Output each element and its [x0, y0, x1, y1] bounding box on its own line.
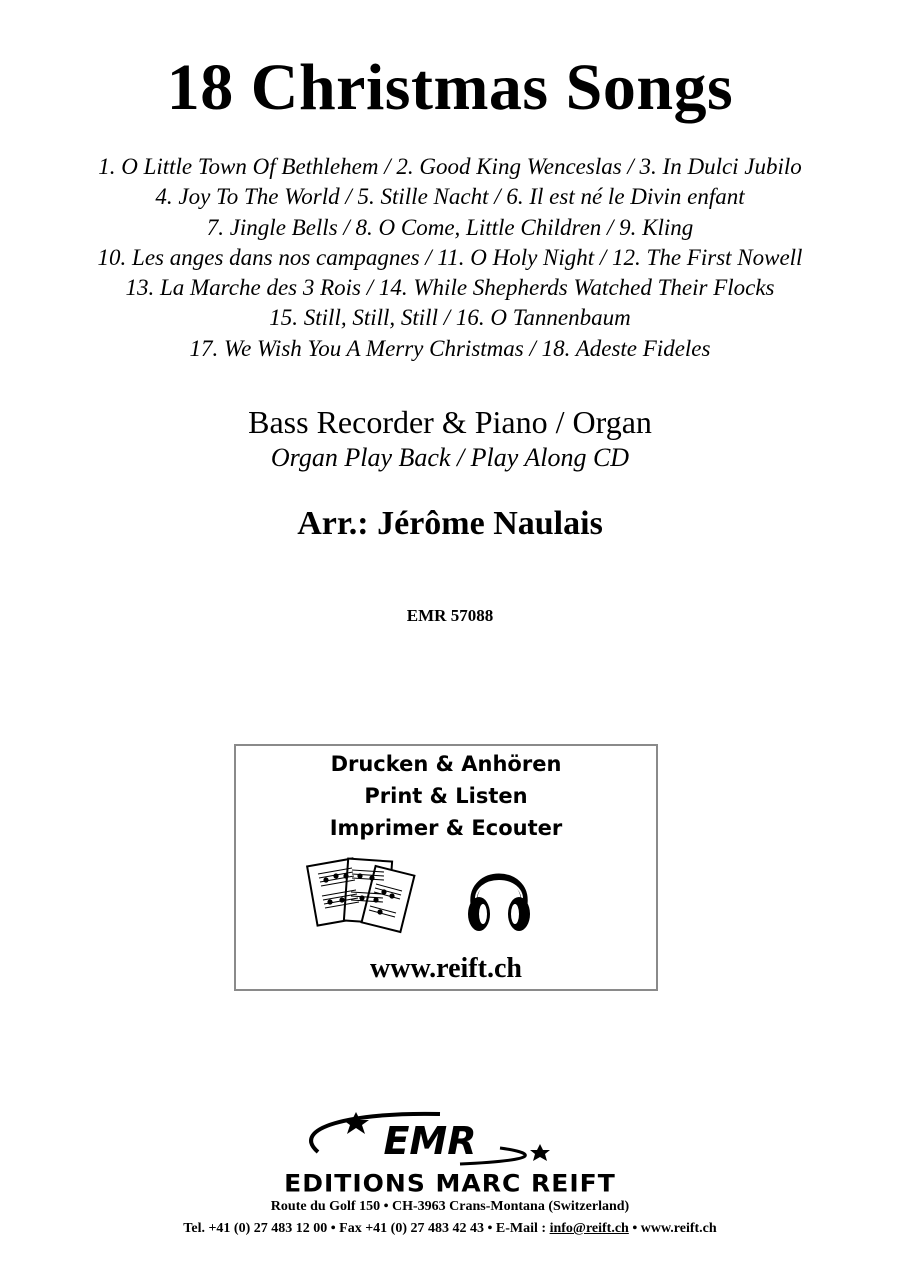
- instrumentation: Bass Recorder & Piano / Organ: [248, 404, 652, 440]
- page-title: 18 Christmas Songs: [166, 51, 734, 124]
- logo-text: EMR: [383, 1119, 477, 1163]
- song-list-line: 13. La Marche des 3 Rois / 14. While Shepherds Watched Their Flocks: [125, 275, 775, 301]
- catalog-code: EMR 57088: [406, 606, 494, 625]
- arranger: Arr.: Jérôme Naulais: [297, 505, 603, 542]
- promo-line-english: Print & Listen: [364, 784, 528, 808]
- song-list-line: 15. Still, Still, Still / 16. O Tannenbaum: [269, 305, 631, 331]
- cd-note: Organ Play Back / Play Along CD: [270, 443, 630, 472]
- sheet-music-icon: [306, 856, 418, 938]
- song-list-line: 10. Les anges dans nos campagnes / 11. O Holy Night / 12. The First Nowell: [97, 244, 803, 270]
- print-listen-box: [234, 744, 658, 991]
- contact-phone-fax: Tel. +41 (0) 27 483 12 00 • Fax +41 (0) 27 483 42 43 • E-Mail :: [183, 1221, 550, 1236]
- headphones-icon: [464, 858, 534, 936]
- promo-line-french: Imprimer & Ecouter: [329, 816, 563, 840]
- emr-logo: [300, 1108, 560, 1168]
- email-link[interactable]: info@reift.ch: [549, 1221, 629, 1236]
- publisher-contact: [0, 1220, 900, 1238]
- song-list-line: 7. Jingle Bells / 8. O Come, Little Children / 9. Kling: [206, 214, 694, 240]
- publisher-address: Route du Golf 150 • CH-3963 Crans-Montana (Switzerland): [270, 1199, 630, 1214]
- song-list: [0, 152, 900, 364]
- song-list-line: 17. We Wish You A Merry Christmas / 18. Adeste Fideles: [189, 335, 711, 361]
- song-list-line: 4. Joy To The World / 5. Stille Nacht / 6. Il est né le Divin enfant: [155, 184, 745, 210]
- promo-url: www.reift.ch: [370, 953, 522, 984]
- song-list-line: 1. O Little Town Of Bethlehem / 2. Good King Wenceslas / 3. In Dulci Jubilo: [98, 154, 802, 179]
- publisher-name: EDITIONS MARC REIFT: [284, 1169, 616, 1198]
- promo-line-german: Drucken & Anhören: [330, 752, 562, 776]
- contact-website[interactable]: • www.reift.ch: [628, 1221, 717, 1236]
